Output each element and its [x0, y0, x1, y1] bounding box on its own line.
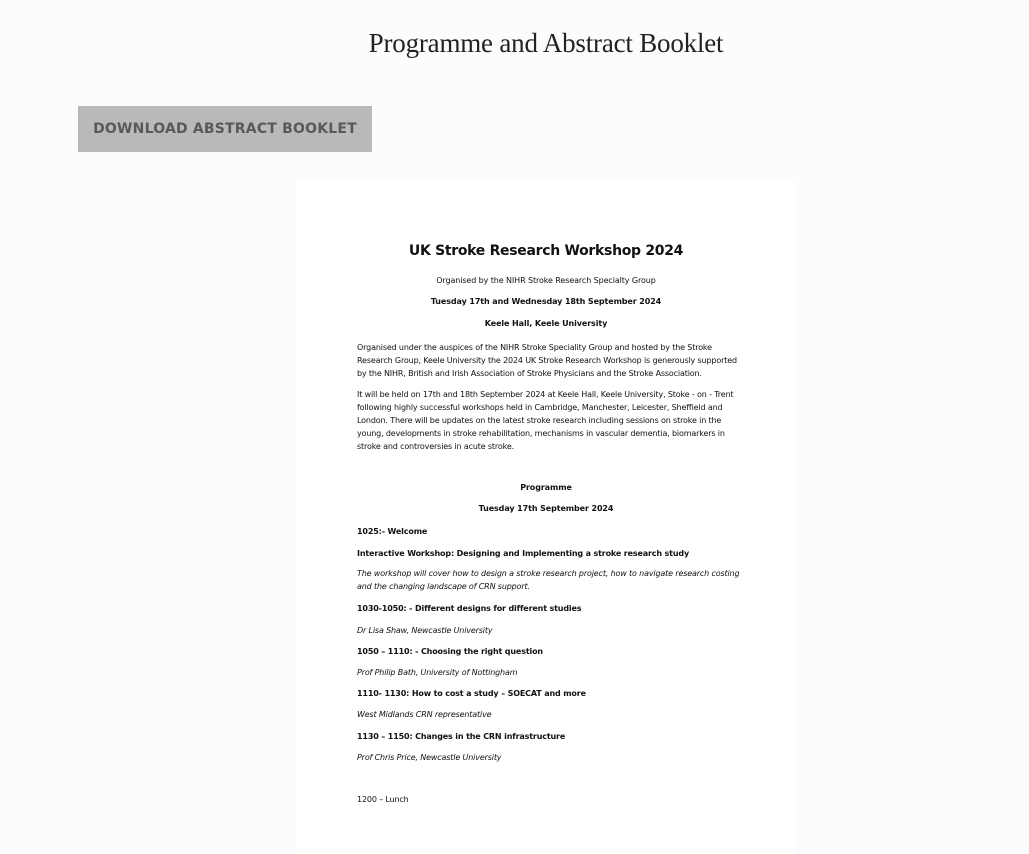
document-dates: Tuesday 17th and Wednesday 18th September 2024 [430, 297, 662, 306]
document-title: UK Stroke Research Workshop 2024 [408, 243, 684, 259]
download-abstract-booklet-button[interactable]: DOWNLOAD ABSTRACT BOOKLET [78, 106, 372, 152]
page-title: Programme and Abstract Booklet [368, 28, 724, 58]
programme-heading: Programme [520, 483, 572, 492]
programme-item: Dr Lisa Shaw, Newcastle University [357, 626, 493, 635]
programme-item: 1200 – Lunch [357, 795, 409, 804]
programme-item: 1130 – 1150: Changes in the CRN infrastructure [357, 732, 566, 741]
programme-item: Interactive Workshop: Designing and Implementing a stroke research study [357, 549, 690, 558]
intro-paragraph: Organised under the auspices of the NIHR Stroke Speciality Group and hosted by the Stroke Research Group, Keele University the 2024 UK Stroke Research Workshop is generously supported by the NIHR, British and Irish Association of Stroke Physicians and the Stroke Association. [357, 343, 737, 378]
programme-item: 1050 – 1110: - Choosing the right question [357, 647, 543, 656]
day-heading: Tuesday 17th September 2024 [478, 504, 614, 513]
programme-item: Prof Chris Price, Newcastle University [357, 753, 502, 762]
document-venue: Keele Hall, Keele University [484, 319, 608, 328]
programme-item: 1030-1050: - Different designs for different studies [357, 604, 582, 613]
programme-item: West Midlands CRN representative [357, 710, 492, 719]
programme-item: Prof Philip Bath, University of Nottingham [357, 668, 518, 677]
booklet-preview-page [296, 180, 796, 854]
details-paragraph: It will be held on 17th and 18th September 2024 at Keele Hall, Keele University, Stoke - on - Trent following highly successful workshops held in Cambridge, Manchester, Leicester, Sheffield and London. There will be updates on the latest stroke research including sessions on stroke in the young, developments in stroke rehabilitation, mechanisms in vascular dementia, biomarkers in stroke and controversies in acute stroke. [357, 390, 734, 451]
programme-item: 1110- 1130: How to cost a study – SOECAT and more [357, 689, 586, 698]
document-organiser: Organised by the NIHR Stroke Research Specialty Group [436, 276, 656, 285]
programme-item: The workshop will cover how to design a stroke research project, how to navigate research costing and the changing landscape of CRN support. [357, 569, 740, 591]
programme-item: 1025:- Welcome [357, 527, 428, 536]
